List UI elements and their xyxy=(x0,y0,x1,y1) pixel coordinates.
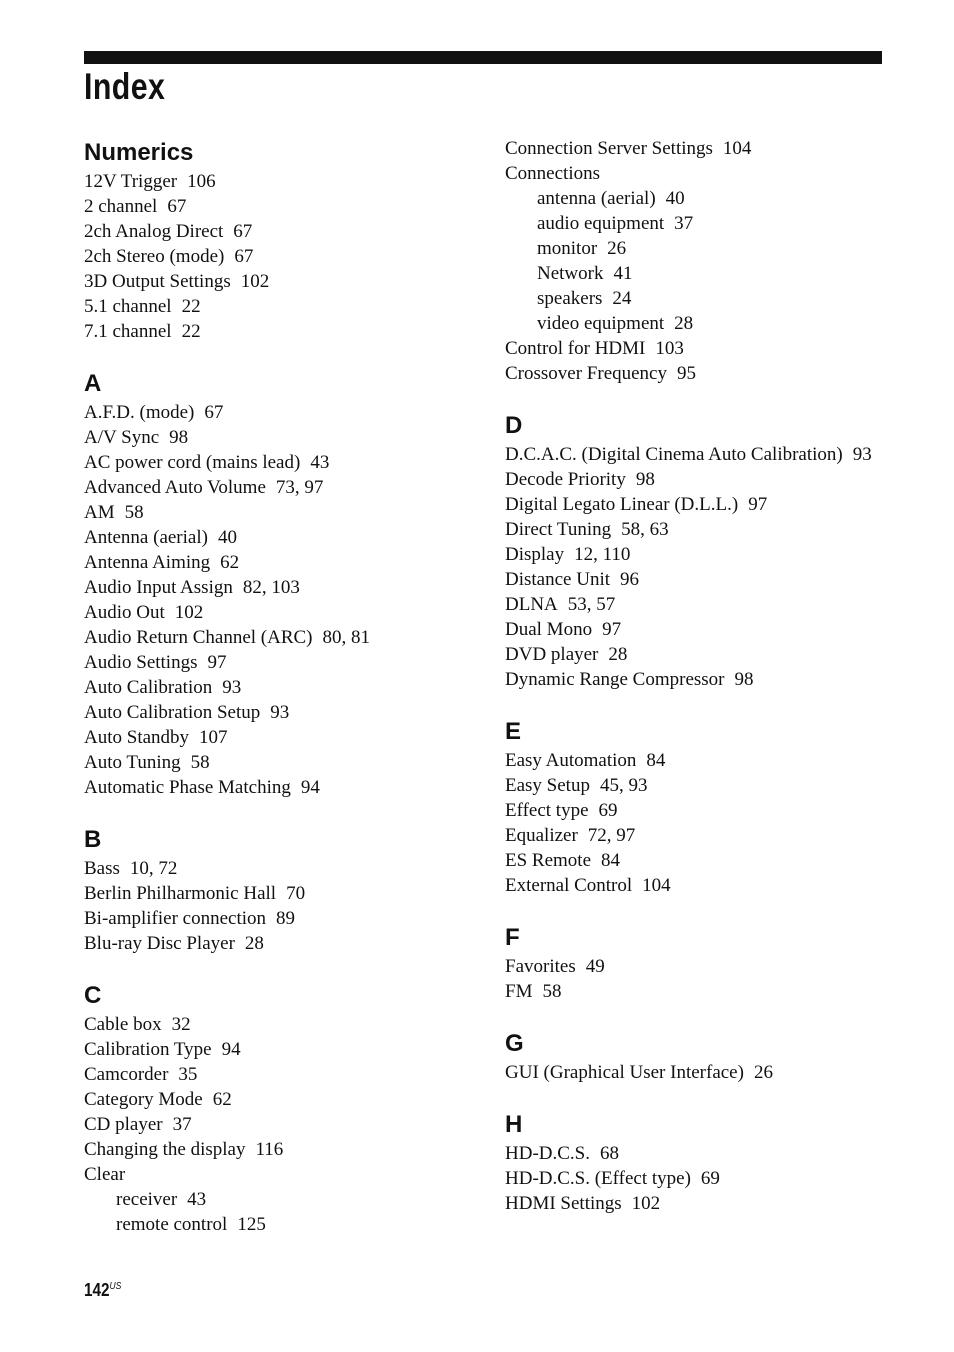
entry-term: Dynamic Range Compressor xyxy=(505,669,725,690)
entry-term: receiver xyxy=(116,1189,178,1210)
entry-term: A.F.D. (mode) xyxy=(84,402,195,423)
entry-page-ref: 49 xyxy=(585,956,605,977)
index-section xyxy=(84,136,484,344)
entry-term: Calibration Type xyxy=(84,1039,212,1060)
entry-page-ref: 116 xyxy=(255,1139,284,1160)
section-heading: D xyxy=(505,412,523,439)
index-entry xyxy=(505,517,905,542)
entry-page-ref: 104 xyxy=(722,138,752,159)
index-entry xyxy=(84,775,484,800)
entry-term: Display xyxy=(505,544,565,565)
entry-term: Direct Tuning xyxy=(505,519,612,540)
index-entry xyxy=(505,592,905,617)
entry-term: 12V Trigger xyxy=(84,171,178,192)
entry-term: Auto Calibration xyxy=(84,677,213,698)
entry-term: Automatic Phase Matching xyxy=(84,777,291,798)
index-entry xyxy=(505,773,905,798)
index-entry xyxy=(505,617,905,642)
entry-term: Easy Setup xyxy=(505,775,590,796)
entry-term: HD-D.C.S. (Effect type) xyxy=(505,1168,691,1189)
entry-page-ref: 58 xyxy=(190,752,210,773)
index-section xyxy=(505,136,905,386)
entry-page-ref: 12, 110 xyxy=(574,544,631,565)
entry-page-ref: 72, 97 xyxy=(587,825,636,846)
index-entry xyxy=(84,525,484,550)
index-entry xyxy=(84,169,484,194)
entry-page-ref: 28 xyxy=(674,313,694,334)
entry-page-ref: 28 xyxy=(608,644,628,665)
entry-page-ref: 93 xyxy=(270,702,290,723)
index-section xyxy=(84,979,484,1237)
index-entry xyxy=(84,1112,484,1137)
entry-term: Bi-amplifier connection xyxy=(84,908,267,929)
entry-term: A/V Sync xyxy=(84,427,160,448)
entry-page-ref: 97 xyxy=(207,652,227,673)
entry-page-ref: 26 xyxy=(753,1062,773,1083)
entry-page-ref: 102 xyxy=(240,271,270,292)
entry-page-ref: 43 xyxy=(310,452,330,473)
entry-term: Digital Legato Linear (D.L.L.) xyxy=(505,494,739,515)
entry-page-ref: 67 xyxy=(233,221,253,242)
entry-term: Category Mode xyxy=(84,1089,203,1110)
entry-term: 5.1 channel xyxy=(84,296,172,317)
entry-page-ref: 58 xyxy=(124,502,144,523)
index-entry xyxy=(84,1137,484,1162)
section-heading: H xyxy=(505,1111,523,1138)
section-heading: A xyxy=(84,370,102,397)
index-entry xyxy=(505,848,905,873)
entry-term: 2ch Analog Direct xyxy=(84,221,224,242)
region-suffix: US xyxy=(109,1281,122,1292)
entry-page-ref: 94 xyxy=(221,1039,241,1060)
entry-page-ref: 97 xyxy=(602,619,622,640)
index-entry xyxy=(84,625,484,650)
entry-page-ref: 80, 81 xyxy=(322,627,371,648)
index-subentry xyxy=(505,311,905,336)
index-entry xyxy=(84,700,484,725)
entry-page-ref: 93 xyxy=(852,444,872,465)
entry-term: video equipment xyxy=(537,313,665,334)
entry-page-ref: 102 xyxy=(174,602,204,623)
index-section xyxy=(505,921,905,1004)
entry-term: audio equipment xyxy=(537,213,665,234)
entry-term: Easy Automation xyxy=(505,750,637,771)
index-entry xyxy=(505,642,905,667)
entry-page-ref: 106 xyxy=(187,171,216,192)
index-entry xyxy=(84,425,484,450)
entry-term: Favorites xyxy=(505,956,576,977)
entry-term: Bass xyxy=(84,858,120,879)
index-section xyxy=(505,715,905,898)
entry-page-ref: 68 xyxy=(599,1143,619,1164)
top-rule xyxy=(84,51,882,64)
entry-term: antenna (aerial) xyxy=(537,188,656,209)
entry-page-ref: 103 xyxy=(655,338,684,359)
entry-term: Equalizer xyxy=(505,825,578,846)
index-entry xyxy=(505,873,905,898)
entry-term: Distance Unit xyxy=(505,569,611,590)
index-section xyxy=(505,409,905,692)
entry-page-ref: 84 xyxy=(601,850,621,871)
entry-page-ref: 82, 103 xyxy=(242,577,300,598)
index-entry xyxy=(84,881,484,906)
index-entry xyxy=(505,798,905,823)
entry-term: Antenna (aerial) xyxy=(84,527,208,548)
page-number: 142 xyxy=(84,1280,110,1300)
entry-term: Network xyxy=(537,263,604,284)
entry-term: Auto Standby xyxy=(84,727,190,748)
entry-page-ref: 96 xyxy=(620,569,640,590)
index-entry xyxy=(505,136,905,161)
index-entry xyxy=(84,194,484,219)
entry-term: Control for HDMI xyxy=(505,338,646,359)
index-entry xyxy=(84,1087,484,1112)
entry-page-ref: 35 xyxy=(178,1064,198,1085)
entry-term: CD player xyxy=(84,1114,163,1135)
index-subentry xyxy=(505,211,905,236)
entry-page-ref: 84 xyxy=(646,750,666,771)
entry-term: Cable box xyxy=(84,1014,162,1035)
index-entry xyxy=(84,1012,484,1037)
index-entry xyxy=(84,650,484,675)
entry-term: Changing the display xyxy=(84,1139,246,1160)
index-entry xyxy=(84,856,484,881)
index-section xyxy=(84,823,484,956)
entry-page-ref: 22 xyxy=(181,321,201,342)
index-entry xyxy=(84,244,484,269)
entry-term: D.C.A.C. (Digital Cinema Auto Calibration) xyxy=(505,444,843,465)
entry-term: Antenna Aiming xyxy=(84,552,211,573)
entry-page-ref: 69 xyxy=(598,800,618,821)
entry-term: GUI (Graphical User Interface) xyxy=(505,1062,744,1083)
index-entry xyxy=(84,750,484,775)
entry-term: AC power cord (mains lead) xyxy=(84,452,301,473)
index-entry xyxy=(505,161,905,186)
index-column-left xyxy=(84,136,484,1260)
index-section xyxy=(505,1108,905,1216)
section-heading: G xyxy=(505,1030,524,1057)
entry-page-ref: 69 xyxy=(700,1168,720,1189)
section-heading: Numerics xyxy=(84,139,194,166)
index-entry xyxy=(505,542,905,567)
entry-term: Auto Tuning xyxy=(84,752,181,773)
section-heading: C xyxy=(84,982,102,1009)
entry-page-ref: 41 xyxy=(613,263,633,284)
entry-page-ref: 98 xyxy=(169,427,189,448)
entry-term: DLNA xyxy=(505,594,558,615)
entry-page-ref: 40 xyxy=(665,188,685,209)
entry-term: Camcorder xyxy=(84,1064,169,1085)
entry-term: 2 channel xyxy=(84,196,158,217)
entry-page-ref: 62 xyxy=(220,552,240,573)
entry-page-ref: 37 xyxy=(674,213,694,234)
entry-term: Audio Out xyxy=(84,602,165,623)
entry-page-ref: 107 xyxy=(199,727,228,748)
entry-page-ref: 32 xyxy=(171,1014,191,1035)
entry-term: 2ch Stereo (mode) xyxy=(84,246,225,267)
section-heading: E xyxy=(505,718,522,745)
entry-page-ref: 28 xyxy=(244,933,264,954)
index-entry xyxy=(505,954,905,979)
index-subentry xyxy=(505,186,905,211)
entry-page-ref: 98 xyxy=(734,669,754,690)
entry-term: Connections xyxy=(505,163,600,184)
entry-page-ref: 67 xyxy=(167,196,187,217)
index-entry xyxy=(505,1060,905,1085)
entry-term: Crossover Frequency xyxy=(505,363,667,384)
entry-term: Blu-ray Disc Player xyxy=(84,933,235,954)
index-entry xyxy=(505,492,905,517)
index-entry xyxy=(505,748,905,773)
index-entry xyxy=(84,725,484,750)
index-entry xyxy=(84,1037,484,1062)
index-entry xyxy=(505,361,905,386)
entry-page-ref: 45, 93 xyxy=(599,775,648,796)
entry-term: HDMI Settings xyxy=(505,1193,622,1214)
entry-page-ref: 37 xyxy=(172,1114,192,1135)
index-entry xyxy=(84,400,484,425)
entry-page-ref: 62 xyxy=(212,1089,232,1110)
entry-term: Audio Settings xyxy=(84,652,198,673)
entry-term: DVD player xyxy=(505,644,599,665)
entry-page-ref: 24 xyxy=(612,288,632,309)
entry-page-ref: 94 xyxy=(300,777,320,798)
index-entry xyxy=(84,450,484,475)
index-entry xyxy=(84,219,484,244)
entry-term: Audio Input Assign xyxy=(84,577,233,598)
entry-page-ref: 40 xyxy=(217,527,237,548)
index-entry xyxy=(505,467,905,492)
entry-page-ref: 43 xyxy=(187,1189,207,1210)
index-subentry xyxy=(84,1187,484,1212)
index-entry xyxy=(84,500,484,525)
entry-page-ref: 125 xyxy=(237,1214,266,1235)
index-subentry xyxy=(505,261,905,286)
index-entry xyxy=(84,675,484,700)
index-entry xyxy=(84,600,484,625)
entry-page-ref: 104 xyxy=(642,875,671,896)
entry-page-ref: 58 xyxy=(542,981,562,1002)
page-footer xyxy=(84,1280,121,1301)
entry-page-ref: 73, 97 xyxy=(275,477,324,498)
entry-term: Clear xyxy=(84,1164,126,1185)
entry-term: Decode Priority xyxy=(505,469,626,490)
index-entry xyxy=(84,294,484,319)
index-entry xyxy=(505,442,905,467)
entry-page-ref: 97 xyxy=(748,494,768,515)
entry-term: Effect type xyxy=(505,800,589,821)
index-entry xyxy=(505,567,905,592)
section-heading: B xyxy=(84,826,102,853)
entry-page-ref: 22 xyxy=(181,296,201,317)
entry-page-ref: 95 xyxy=(677,363,696,384)
entry-term: Dual Mono xyxy=(505,619,593,640)
entry-term: 7.1 channel xyxy=(84,321,172,342)
entry-term: ES Remote xyxy=(505,850,592,871)
index-entry xyxy=(84,319,484,344)
entry-term: Berlin Philharmonic Hall xyxy=(84,883,277,904)
index-entry xyxy=(505,1191,905,1216)
entry-page-ref: 26 xyxy=(607,238,627,259)
entry-term: speakers xyxy=(537,288,603,309)
entry-term: External Control xyxy=(505,875,633,896)
entry-term: FM xyxy=(505,981,533,1002)
section-heading: F xyxy=(505,924,520,951)
index-entry xyxy=(505,1166,905,1191)
index-entry xyxy=(84,931,484,956)
entry-page-ref: 58, 63 xyxy=(621,519,669,540)
index-entry xyxy=(505,1141,905,1166)
entry-page-ref: 89 xyxy=(276,908,296,929)
entry-term: AM xyxy=(84,502,115,523)
index-entry xyxy=(84,1162,484,1187)
index-entry xyxy=(84,906,484,931)
page-title: Index xyxy=(84,66,166,107)
index-entry xyxy=(505,823,905,848)
index-section xyxy=(505,1027,905,1085)
entry-term: Connection Server Settings xyxy=(505,138,713,159)
entry-page-ref: 67 xyxy=(204,402,224,423)
entry-page-ref: 102 xyxy=(631,1193,661,1214)
entry-term: monitor xyxy=(537,238,598,259)
entry-term: Advanced Auto Volume xyxy=(84,477,266,498)
entry-page-ref: 70 xyxy=(286,883,306,904)
index-section xyxy=(84,367,484,800)
entry-page-ref: 98 xyxy=(635,469,655,490)
index-subentry xyxy=(505,286,905,311)
index-entry xyxy=(505,979,905,1004)
index-entry xyxy=(505,336,905,361)
index-entry xyxy=(84,550,484,575)
index-entry xyxy=(84,1062,484,1087)
entry-page-ref: 93 xyxy=(222,677,242,698)
entry-term: HD-D.C.S. xyxy=(505,1143,590,1164)
entry-page-ref: 67 xyxy=(234,246,254,267)
entry-term: remote control xyxy=(116,1214,228,1235)
index-column-right xyxy=(505,136,905,1239)
entry-page-ref: 10, 72 xyxy=(129,858,178,879)
index-entry xyxy=(84,575,484,600)
index-entry xyxy=(84,475,484,500)
entry-term: 3D Output Settings xyxy=(84,271,231,292)
entry-page-ref: 53, 57 xyxy=(567,594,616,615)
index-entry xyxy=(84,269,484,294)
entry-term: Audio Return Channel (ARC) xyxy=(84,627,313,648)
entry-term: Auto Calibration Setup xyxy=(84,702,261,723)
index-entry xyxy=(505,667,905,692)
index-subentry xyxy=(84,1212,484,1237)
index-subentry xyxy=(505,236,905,261)
